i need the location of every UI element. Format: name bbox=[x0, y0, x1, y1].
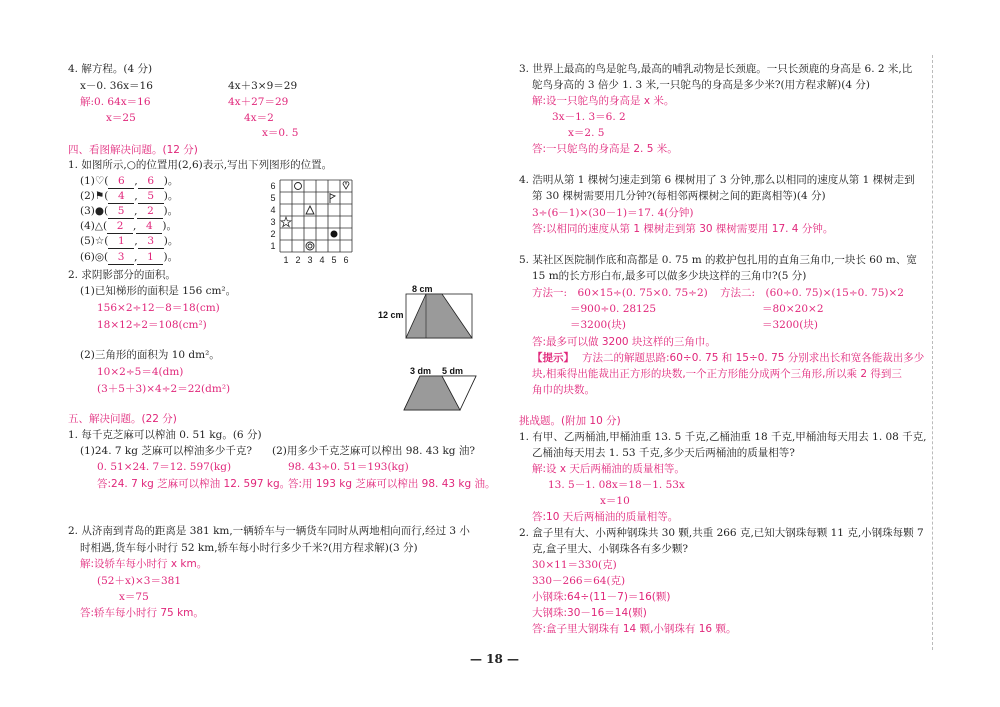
eq1-line2: 解:0. 64x＝16 bbox=[80, 96, 151, 108]
tri-calc2: (3＋5＋3)×4÷2＝22(dm²) bbox=[97, 383, 231, 395]
ch-q2-line5: 答:盒子里大钢珠有 14 颗,小钢珠有 16 颗。 bbox=[532, 623, 737, 635]
trap-question: (1)已知梯形的面积是 156 cm²。 bbox=[80, 285, 237, 297]
r-q5-tip3: 角巾的块数。 bbox=[532, 384, 595, 396]
sec5-q1-calc1: 0. 51×24. 7＝12. 597(kg) bbox=[97, 461, 232, 473]
ch-q1-line1: 解:设 x 天后两桶油的质量相等。 bbox=[532, 463, 685, 475]
ch-q1-line4: 答:10 天后两桶油的质量相等。 bbox=[532, 511, 679, 523]
sec5-q1-ans1: 答:24. 7 kg 芝麻可以榨油 12. 597 kg。 bbox=[97, 478, 291, 490]
answer-x: 3 bbox=[108, 250, 134, 265]
challenge-heading: 挑战题。(附加 10 分) bbox=[519, 415, 621, 427]
answer-y: 4 bbox=[136, 219, 162, 234]
sec5-q1-sub1: (1)24. 7 kg 芝麻可以榨油多少千克? bbox=[80, 445, 252, 457]
answer-y: 3 bbox=[138, 234, 164, 249]
row-suffix: )。 bbox=[163, 235, 179, 247]
sec5-q2-line1: 解:设轿车每小时行 x km。 bbox=[80, 558, 208, 570]
flag-icon bbox=[330, 193, 335, 203]
para-label-b: 5 dm bbox=[442, 366, 464, 376]
q4-title: 4. 解方程。(4 分) bbox=[68, 63, 153, 75]
grid-x-label: 5 bbox=[331, 255, 337, 265]
position-row: (2)⚑( 4 , 5 )。 bbox=[80, 190, 179, 202]
ch-q1-title1: 1. 有甲、乙两桶油,甲桶油重 13. 5 千克,乙桶油重 18 千克,甲桶油每天用去 1. 08 千克, bbox=[519, 431, 927, 443]
circle-icon bbox=[295, 183, 302, 190]
grid-y-label: 5 bbox=[270, 193, 276, 203]
row-prefix: (6)◎( bbox=[80, 251, 109, 263]
r-q5-m1-line2: ＝900÷0. 28125 bbox=[570, 303, 657, 315]
section5-heading: 五、解决问题。(22 分) bbox=[68, 413, 177, 425]
grid-y-label: 4 bbox=[270, 205, 276, 215]
grid-x-label: 2 bbox=[295, 255, 301, 265]
ch-q2-line2: 330－266＝64(克) bbox=[532, 575, 626, 587]
tip-label: 【提示】 bbox=[532, 352, 574, 364]
ch-q2-line3: 小钢珠:64÷(11－7)＝16(颗) bbox=[532, 591, 671, 603]
heart-icon bbox=[343, 182, 349, 189]
binding-line bbox=[932, 55, 933, 650]
sec5-q2-line4: 答:轿车每小时行 75 km。 bbox=[80, 607, 204, 619]
sec5-q1-ans2: 答:用 193 kg 芝麻可以榨出 98. 43 kg 油。 bbox=[288, 478, 496, 490]
ch-q2-title2: 克,盒子里大、小钢珠各有多少颗? bbox=[532, 543, 688, 555]
answer-y: 6 bbox=[138, 174, 164, 189]
tri-question: (2)三角形的面积为 10 dm²。 bbox=[80, 349, 220, 361]
answer-y: 1 bbox=[137, 250, 163, 265]
trap-calc2: 18×12÷2＝108(cm²) bbox=[97, 319, 207, 331]
r-q4-line1: 3÷(6－1)×(30－1)＝17. 4(分钟) bbox=[532, 207, 694, 219]
r-q5-m2-line2: ＝80×20×2 bbox=[762, 303, 824, 315]
row-prefix: (4)△( bbox=[80, 220, 108, 232]
r-q5-answer: 答:最多可以做 3200 块这样的三角巾。 bbox=[532, 336, 716, 348]
position-row: (3)●( 5 , 2 )。 bbox=[80, 205, 179, 217]
answer-y: 5 bbox=[138, 189, 164, 204]
position-row: (4)△( 2 , 4 )。 bbox=[80, 220, 177, 232]
section4-heading: 四、看图解决问题。(12 分) bbox=[68, 144, 198, 156]
tip-text: 方法二的解题思路:60÷0. 75 和 15÷0. 75 分别求出长和宽各能裁出多少 bbox=[582, 352, 925, 364]
double-circle-inner-icon bbox=[308, 244, 312, 248]
r-q3-line2: 3x－1. 3＝6. 2 bbox=[552, 111, 626, 123]
eq2-line1: 4x＋3×9＝29 bbox=[228, 80, 298, 92]
coordinate-grid bbox=[268, 178, 358, 268]
ch-q2-line1: 30×11＝330(克) bbox=[532, 559, 617, 571]
r-q5-title2: 15 m的长方形白布,最多可以做多少块这样的三角巾?(5 分) bbox=[532, 270, 807, 282]
star-icon bbox=[281, 217, 291, 227]
sec5-q2-title1: 2. 从济南到青岛的距离是 381 km,一辆轿车与一辆货车同时从两地相向而行,经过 3 小 bbox=[68, 525, 470, 537]
position-row: (1)♡( 6 , 6 )。 bbox=[80, 175, 179, 187]
grid-y-label: 6 bbox=[270, 181, 276, 191]
double-circle-icon bbox=[306, 242, 314, 250]
sec4-q1-title: 1. 如图所示,○的位置用(2,6)表示,写出下列图形的位置。 bbox=[68, 159, 333, 171]
r-q5-m2-line1: 方法二: (60÷0. 75)×(15÷0. 75)×2 bbox=[720, 287, 904, 299]
r-q5-tip2: 块,相乘得出能裁出正方形的块数,一个正方形能分成两个三角形,所以乘 2 得到三 bbox=[532, 368, 902, 380]
grid-x-label: 3 bbox=[307, 255, 313, 265]
ch-q1-title2: 乙桶油每天用去 1. 53 千克,多少天后两桶油的质量相等? bbox=[532, 447, 795, 459]
r-q5-title1: 5. 某社区医院制作底和高都是 0. 75 m 的救护包扎用的直角三角巾,一块长 60 m、宽 bbox=[519, 254, 917, 266]
answer-x: 1 bbox=[108, 234, 134, 249]
sec5-q2-line2: (52＋x)×3＝381 bbox=[97, 575, 181, 587]
row-prefix: (5)☆( bbox=[80, 235, 109, 247]
row-suffix: )。 bbox=[163, 205, 179, 217]
sec4-q2-title: 2. 求阴影部分的面积。 bbox=[68, 269, 176, 281]
page-number: — 18 — bbox=[470, 652, 520, 666]
answer-x: 5 bbox=[108, 204, 134, 219]
trap-calc1: 156×2÷12－8＝18(cm) bbox=[97, 302, 220, 314]
answer-x: 2 bbox=[107, 219, 133, 234]
row-suffix: )。 bbox=[163, 175, 179, 187]
ch-q2-title1: 2. 盒子里有大、小两种钢珠共 30 颗,共重 266 克,已知大钢珠每颗 11 克,小钢珠每颗 7 bbox=[519, 527, 924, 539]
row-prefix: (1)♡( bbox=[80, 175, 109, 187]
r-q5-m1-line1: 方法一: 60×15÷(0. 75×0. 75÷2) bbox=[532, 287, 708, 299]
grid-y-label: 3 bbox=[270, 217, 276, 227]
row-suffix: )。 bbox=[162, 220, 177, 232]
r-q3-line3: x＝2. 5 bbox=[568, 127, 605, 139]
r-q3-line4: 答:一只鸵鸟的身高是 2. 5 米。 bbox=[532, 143, 678, 155]
answer-x: 6 bbox=[108, 174, 134, 189]
grid-y-label: 2 bbox=[270, 229, 276, 239]
grid-x-label: 6 bbox=[343, 255, 349, 265]
tri-calc1: 10×2÷5＝4(dm) bbox=[97, 366, 184, 378]
answer-y: 2 bbox=[137, 204, 163, 219]
r-q4-line2: 答:以相同的速度从第 1 棵树走到第 30 棵树需要用 17. 4 分钟。 bbox=[532, 223, 834, 235]
row-prefix: (2)⚑( bbox=[80, 190, 109, 202]
parallelogram-figure bbox=[396, 364, 480, 414]
ch-q1-line2: 13. 5－1. 08x＝18－1. 53x bbox=[548, 479, 685, 491]
eq1-line3: x＝25 bbox=[106, 112, 136, 124]
r-q4-title1: 4. 浩明从第 1 棵树匀速走到第 6 棵树用了 3 分钟,那么以相同的速度从第 1 棵树走到 bbox=[519, 174, 915, 186]
r-q5-m2-line3: ＝3200(块) bbox=[762, 319, 818, 331]
sec5-q2-title2: 时相遇,货车每小时行 52 km,轿车每小时行多少千米?(用方程求解)(3 分) bbox=[80, 542, 418, 554]
eq2-line4: x＝0. 5 bbox=[262, 127, 299, 139]
answer-x: 4 bbox=[108, 189, 134, 204]
trapezoid-figure bbox=[376, 282, 476, 342]
ch-q1-line3: x＝10 bbox=[600, 495, 630, 507]
row-suffix: )。 bbox=[163, 190, 179, 202]
r-q5-tip1 bbox=[532, 351, 924, 365]
position-row: (5)☆( 1 , 3 )。 bbox=[80, 235, 179, 247]
r-q5-m1-line3: ＝3200(块) bbox=[570, 319, 626, 331]
ch-q2-line4: 大钢珠:30－16＝14(颗) bbox=[532, 607, 647, 619]
grid-x-label: 4 bbox=[319, 255, 325, 265]
grid-x-label: 1 bbox=[283, 255, 289, 265]
r-q4-title2: 第 30 棵树需要用几分钟?(每相邻两棵树之间的距离相等)(4 分) bbox=[532, 190, 826, 202]
r-q3-line1: 解:设一只鸵鸟的身高是 x 米。 bbox=[532, 95, 675, 107]
eq2-line3: 4x＝2 bbox=[244, 112, 274, 124]
dot-icon bbox=[331, 231, 338, 238]
sec5-q1-calc2: 98. 43÷0. 51＝193(kg) bbox=[288, 461, 409, 473]
sec5-q2-line3: x＝75 bbox=[119, 591, 149, 603]
para-label-a: 3 dm bbox=[410, 366, 432, 376]
r-q3-title2: 鸵鸟身高的 3 倍少 1. 3 米,一只鸵鸟的身高是多少米?(用方程求解)(4 分) bbox=[532, 79, 870, 91]
trap-height-label: 12 cm bbox=[378, 310, 404, 320]
row-suffix: )。 bbox=[163, 251, 179, 263]
eq2-line2: 4x＋27＝29 bbox=[228, 96, 289, 108]
r-q3-title1: 3. 世界上最高的鸟是鸵鸟,最高的哺乳动物是长颈鹿。一只长颈鹿的身高是 6. 2 米,比 bbox=[519, 63, 913, 75]
trap-top-label: 8 cm bbox=[412, 284, 433, 294]
triangle-icon bbox=[306, 206, 314, 214]
row-prefix: (3)●( bbox=[80, 205, 109, 217]
grid-y-label: 1 bbox=[270, 241, 276, 251]
sec5-q1-sub2: (2)用多少千克芝麻可以榨出 98. 43 kg 油? bbox=[272, 445, 475, 457]
eq1-line1: x－0. 36x＝16 bbox=[80, 80, 153, 92]
position-row: (6)◎( 3 , 1 )。 bbox=[80, 251, 179, 263]
sec5-q1-title: 1. 每千克芝麻可以榨油 0. 51 kg。(6 分) bbox=[68, 429, 262, 441]
